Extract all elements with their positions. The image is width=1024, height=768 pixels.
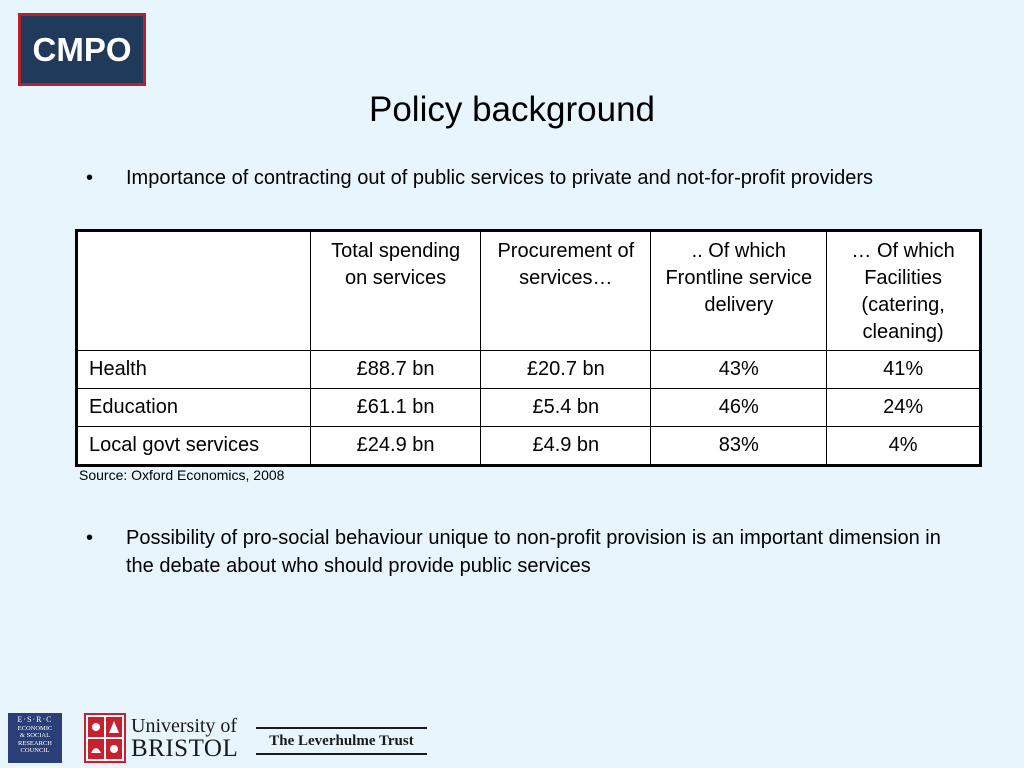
- esrc-abbr: E·S·R·C: [17, 715, 53, 724]
- slide-title: Policy background: [369, 90, 655, 129]
- table-row: [77, 351, 981, 389]
- row-label: Health: [77, 351, 311, 389]
- table-row: [77, 427, 981, 466]
- cell-frontline: 83%: [651, 427, 827, 466]
- cell-frontline: 43%: [651, 351, 827, 389]
- spending-table: [75, 229, 982, 467]
- bristol-line1: University of: [131, 715, 238, 737]
- header-frontline: .. Of which Frontline service delivery: [651, 231, 827, 351]
- cmpo-logo-inner: [21, 16, 143, 83]
- header-procurement: Procurement of services…: [481, 231, 651, 351]
- bristol-crest-icon: [84, 713, 126, 763]
- cell-total: £24.9 bn: [310, 427, 480, 466]
- esrc-line: ECONOMIC: [17, 724, 53, 732]
- footer-logos: [0, 705, 1024, 768]
- table-row: [77, 389, 981, 427]
- cell-facilities: 41%: [827, 351, 981, 389]
- cell-procurement: £5.4 bn: [481, 389, 651, 427]
- cell-facilities: 24%: [827, 389, 981, 427]
- cell-procurement: £20.7 bn: [481, 351, 651, 389]
- cmpo-logo-text: CMPO: [32, 30, 132, 68]
- cell-procurement: £4.9 bn: [481, 427, 651, 466]
- leverhulme-logo: The Leverhulme Trust: [256, 727, 427, 755]
- bullet-text: Importance of contracting out of public services to private and not-for-profit providers: [126, 167, 874, 189]
- esrc-line: COUNCIL: [20, 747, 50, 754]
- row-label: Local govt services: [77, 427, 311, 466]
- header-total-spending: Total spending on services: [310, 231, 480, 351]
- bullet-pro-social: [86, 524, 946, 580]
- bullet-marker: •: [86, 167, 94, 189]
- bullet-text: Possibility of pro-social behaviour unique to non-profit provision is an important dimension in the debate about who should provide public services: [126, 527, 941, 577]
- bullet-marker: •: [86, 527, 94, 549]
- cell-frontline: 46%: [651, 389, 827, 427]
- table-header-row: [77, 231, 981, 351]
- esrc-logo: [8, 713, 62, 763]
- bristol-wordmark: [131, 715, 238, 761]
- bullet-contracting-out: [86, 164, 1006, 192]
- esrc-line: & SOCIAL: [19, 732, 51, 739]
- header-cell-empty: [77, 231, 311, 351]
- row-label: Education: [77, 389, 311, 427]
- cell-total: £61.1 bn: [310, 389, 480, 427]
- bristol-line2: BRISTOL: [131, 735, 239, 762]
- cell-facilities: 4%: [827, 427, 981, 466]
- cell-total: £88.7 bn: [310, 351, 480, 389]
- table-source-note: Source: Oxford Economics, 2008: [79, 467, 285, 483]
- cmpo-logo: [18, 13, 146, 86]
- esrc-line: RESEARCH: [18, 739, 52, 747]
- header-facilities: … Of which Facilities (catering, cleaning): [827, 231, 981, 351]
